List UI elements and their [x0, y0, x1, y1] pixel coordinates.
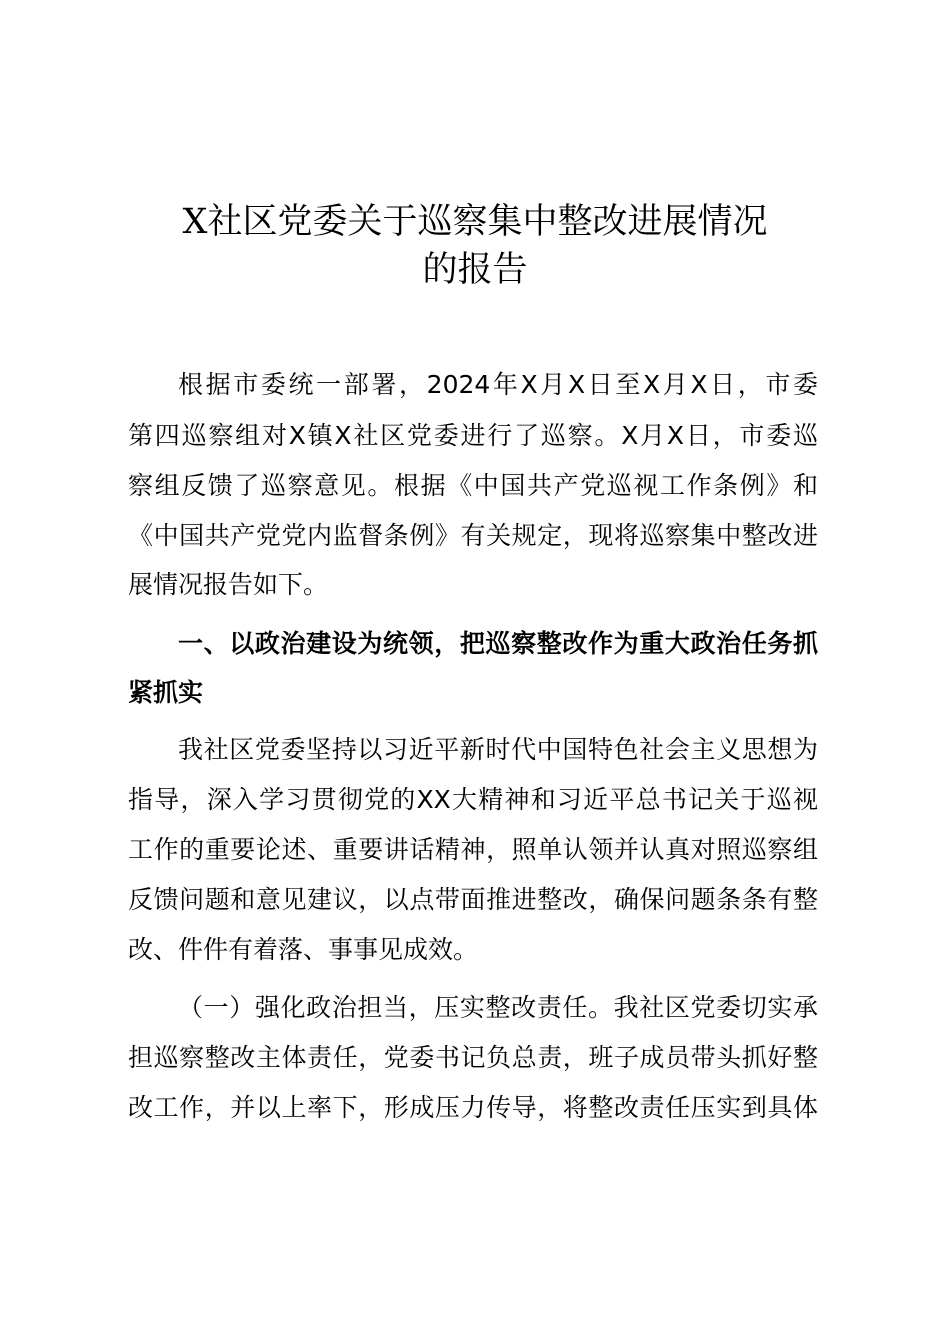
- text-line: 《中国共产党党内监督条例》有关规定，现将巡察集中整改进: [128, 521, 818, 550]
- heading-line: 紧抓实: [128, 678, 204, 707]
- text-line: 我社区党委坚持以习近平新时代中国特色社会主义思想为: [178, 735, 818, 764]
- text-line: 指导，深入学习贯彻党的XX大精神和习近平总书记关于巡视: [128, 785, 818, 814]
- text-line: 反馈问题和意见建议，以点带面推进整改，确保问题条条有整: [128, 885, 818, 914]
- text-line: （一）强化政治担当，压实整改责任。我社区党委切实承: [178, 993, 818, 1022]
- text-line: 展情况报告如下。: [128, 570, 329, 599]
- heading-line: 一、以政治建设为统领，把巡察整改作为重大政治任务抓: [178, 629, 818, 658]
- document-title-line-1: X社区党委关于巡察集中整改进展情况: [182, 202, 768, 242]
- text-line: 担巡察整改主体责任，党委书记负总责，班子成员带头抓好整: [128, 1043, 818, 1072]
- text-line: 改、件件有着落、事事见成效。: [128, 935, 479, 964]
- text-line: 改工作，并以上率下，形成压力传导，将整改责任压实到具体: [128, 1093, 818, 1122]
- text-line: 第四巡察组对X镇X社区党委进行了巡察。X月X日，市委巡: [128, 421, 818, 450]
- document-title-line-2: 的报告: [422, 250, 528, 290]
- text-line: 察组反馈了巡察意见。根据《中国共产党巡视工作条例》和: [128, 471, 818, 500]
- text-line: 根据市委统一部署，2024年X月X日至X月X日，市委: [178, 370, 818, 399]
- text-line: 工作的重要论述、重要讲话精神，照单认领并认真对照巡察组: [128, 835, 818, 864]
